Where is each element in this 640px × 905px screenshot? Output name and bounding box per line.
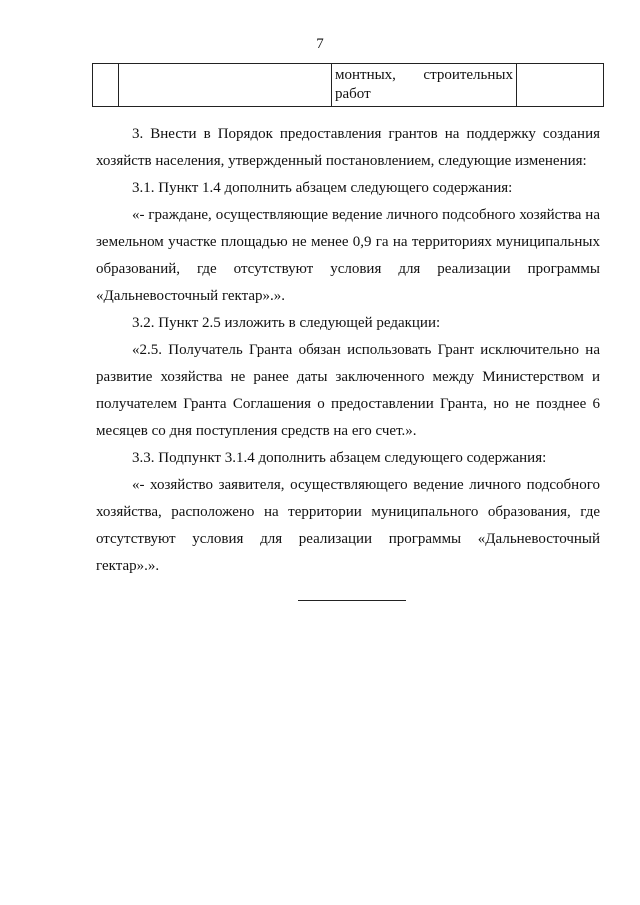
- cell-3-line-2: работ: [335, 86, 371, 102]
- cell-3-word-1: монтных,: [335, 67, 396, 83]
- paragraph-3-1-quote: «- граждане, осуществляющие ведение личного подсобного хозяйства на земельном участке площадью не менее 0,9 га на территориях муниципальных образований, где отсутствуют условия для реализации программы «Дальневосточный гектар».».: [96, 207, 600, 304]
- cell-3-word-2: строительных: [423, 67, 513, 83]
- paragraph-3-2-quote: «2.5. Получатель Гранта обязан использовать Грант исключительно на развитие хозяйства не ранее даты заключенного между Министерством и получателем Гранта Соглашения о предоставлении Гранта, но не позднее 6 месяцев со дня поступления средств на его счет.».: [96, 342, 600, 439]
- paragraph-3-3-quote: «- хозяйство заявителя, осуществляющего ведение личного подсобного хозяйства, расположено на территории муниципального образования, где отсутствуют условия для реализации программы «Дальневосточный гектар».».: [96, 477, 600, 574]
- table-cell-1: [93, 64, 119, 107]
- paragraph-3-2: 3.2. Пункт 2.5 изложить в следующей редакции:: [132, 315, 441, 331]
- table-cell-3: [332, 64, 517, 107]
- table-cell-2: [119, 64, 332, 107]
- table-fragment: [92, 63, 604, 107]
- end-separator-line: [298, 600, 406, 601]
- paragraph-3-1: 3.1. Пункт 1.4 дополнить абзацем следующего содержания:: [132, 180, 513, 196]
- paragraph-3-3: 3.3. Подпункт 3.1.4 дополнить абзацем следующего содержания:: [132, 450, 547, 466]
- cell-3-line-1: [335, 66, 513, 85]
- document-body: [96, 121, 600, 580]
- paragraph-3: 3. Внести в Порядок предоставления грантов на поддержку создания хозяйств населения, утвержденный постановлением, следующие изменения:: [96, 126, 600, 169]
- table-row: [93, 64, 604, 107]
- table-cell-4: [517, 64, 604, 107]
- page-number: 7: [316, 36, 324, 52]
